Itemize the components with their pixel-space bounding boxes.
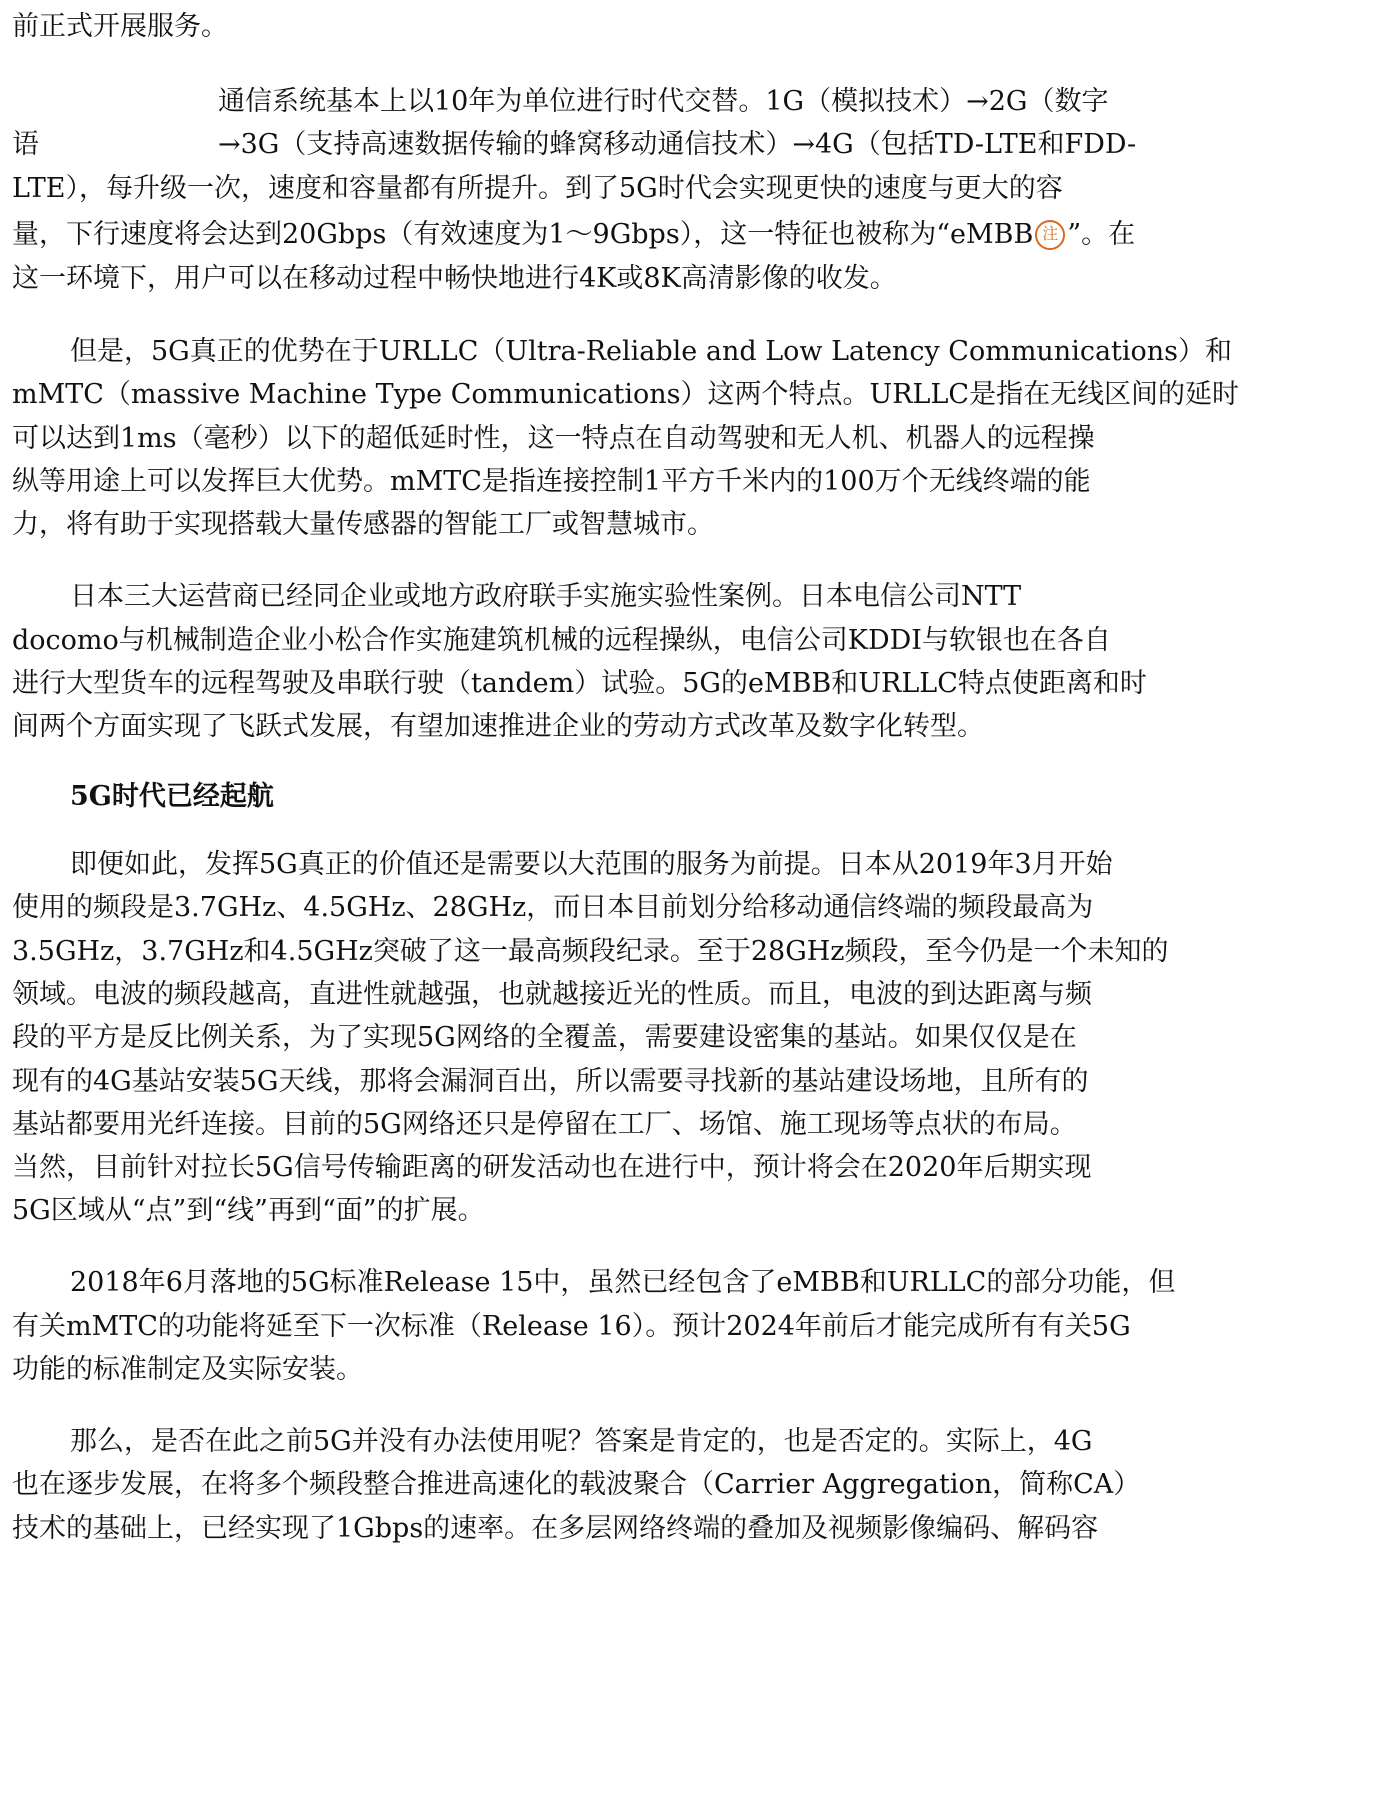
text-line: 现有的4G基站安装5G天线，那将会漏洞百出，所以需要寻找新的基站建设场地，且所有的 — [12, 1066, 1089, 1097]
text-line: 力，将有助于实现搭载大量传感器的智能工厂或智慧城市。 — [12, 509, 714, 540]
text-line: 有关mMTC的功能将延至下一次标准（Release 16）。预计2024年前后才能完成所有有关5G — [12, 1311, 1131, 1342]
text-line: docomo与机械制造企业小松合作实施建筑机械的远程操纵，电信公司KDDI与软银也在各自 — [12, 625, 1111, 656]
text-line: 功能的标准制定及实际安装。 — [12, 1354, 363, 1385]
text-line: 语 — [12, 129, 39, 160]
text-line: 基站都要用光纤连接。目前的5G网络还只是停留在工厂、场馆、施工现场等点状的布局。 — [12, 1109, 1077, 1140]
text-line: 通信系统基本上以10年为单位进行时代交替。1G（模拟技术）→2G（数字 — [218, 86, 1109, 117]
text-line: 日本三大运营商已经同企业或地方政府联手实施实验性案例。日本电信公司NTT — [70, 581, 1022, 612]
text-line: 3.5GHz，3.7GHz和4.5GHz突破了这一最高频段纪录。至于28GHz频段，至今仍是一个未知的 — [12, 936, 1169, 967]
text-segment: ”。在 — [1067, 219, 1136, 250]
text-line: →3G（支持高速数据传输的蜂窝移动通信技术）→4G（包括TD-LTE和FDD- — [218, 129, 1137, 160]
text-line: 技术的基础上，已经实现了1Gbps的速率。在多层网络终端的叠加及视频影像编码、解码容 — [12, 1513, 1099, 1544]
text-line: 间两个方面实现了飞跃式发展，有望加速推进企业的劳动方式改革及数字化转型。 — [12, 711, 984, 742]
text-line: 这一环境下，用户可以在移动过程中畅快地进行4K或8K高清影像的收发。 — [12, 263, 897, 294]
text-segment: 量，下行速度将会达到20Gbps（有效速度为1～9Gbps），这一特征也被称为“eMBB — [12, 219, 1034, 250]
text-line: 可以达到1ms（毫秒）以下的超低延时性，这一特点在自动驾驶和无人机、机器人的远程操 — [12, 423, 1095, 454]
text-line: 段的平方是反比例关系，为了实现5G网络的全覆盖，需要建设密集的基站。如果仅仅是在 — [12, 1022, 1077, 1053]
text-line: 2018年6月落地的5G标准Release 15中，虽然已经包含了eMBB和URLLC的部分功能，但 — [70, 1267, 1176, 1298]
text-line-with-note — [12, 218, 1382, 252]
text-line: 即便如此，发挥5G真正的价值还是需要以大范围的服务为前提。日本从2019年3月开始 — [70, 849, 1113, 880]
text-line: 5G区域从“点”到“线”再到“面”的扩展。 — [12, 1195, 485, 1226]
text-line: 那么，是否在此之前5G并没有办法使用呢？答案是肯定的，也是否定的。实际上，4G — [70, 1426, 1093, 1457]
section-heading: 5G时代已经起航 — [70, 781, 274, 812]
footnote-mark[interactable]: 注 — [1035, 220, 1065, 250]
text-line: mMTC（massive Machine Type Communications）这两个特点。URLLC是指在无线区间的延时 — [12, 379, 1240, 410]
text-line: LTE），每升级一次，速度和容量都有所提升。到了5G时代会实现更快的速度与更大的容 — [12, 173, 1063, 204]
text-line: 也在逐步发展，在将多个频段整合推进高速化的载波聚合（Carrier Aggregation，简称CA） — [12, 1469, 1141, 1500]
text-line: 领域。电波的频段越高，直进性就越强，也就越接近光的性质。而且，电波的到达距离与频 — [12, 979, 1092, 1010]
text-line: 但是，5G真正的优势在于URLLC（Ultra-Reliable and Low Latency Communications）和 — [70, 336, 1233, 367]
text-line: 当然，目前针对拉长5G信号传输距离的研发活动也在进行中，预计将会在2020年后期实现 — [12, 1152, 1092, 1183]
text-line: 纵等用途上可以发挥巨大优势。mMTC是指连接控制1平方千米内的100万个无线终端的能 — [12, 466, 1091, 497]
text-line: 进行大型货车的远程驾驶及串联行驶（tandem）试验。5G的eMBB和URLLC特点使距离和时 — [12, 668, 1147, 699]
text-line: 前正式开展服务。 — [12, 11, 228, 42]
text-line: 使用的频段是3.7GHz、4.5GHz、28GHz，而日本目前划分给移动通信终端的频段最高为 — [12, 892, 1094, 923]
